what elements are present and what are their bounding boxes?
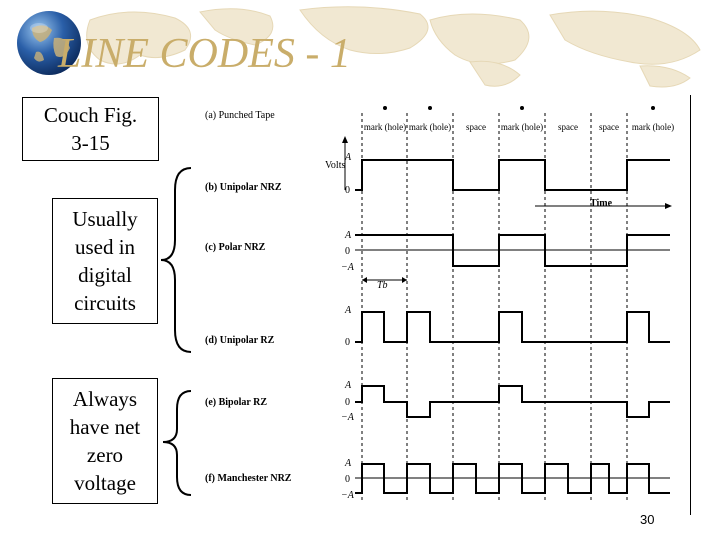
unipolar-nrz-waveform xyxy=(355,160,670,190)
brace-digital-icon xyxy=(155,160,195,360)
zero-line-2: have net xyxy=(69,415,141,439)
hole-marker-4 xyxy=(520,106,524,110)
e-level-a: A xyxy=(345,380,352,391)
b-level-a: A xyxy=(345,152,352,163)
f-level-a: A xyxy=(345,458,352,469)
brace-zero-icon xyxy=(155,385,195,500)
f-level-0: 0 xyxy=(345,474,350,485)
zero-line-4: voltage xyxy=(74,471,136,495)
row-label-d: (d) Unipolar RZ xyxy=(205,335,275,346)
zero-line-3: zero xyxy=(86,443,124,467)
zero-line-1: Always xyxy=(72,387,138,411)
time-arrow-icon xyxy=(665,203,672,209)
bit-label-6: space xyxy=(599,122,619,132)
row-label-f: (f) Manchester NRZ xyxy=(205,473,292,484)
slide-title: LINE CODES - 1 xyxy=(58,31,351,77)
digital-line-3: digital xyxy=(78,263,132,287)
d-level-0: 0 xyxy=(345,337,350,348)
e-level-neg-a: −A xyxy=(341,412,354,423)
d-level-a: A xyxy=(345,305,352,316)
bipolar-rz-waveform xyxy=(355,386,670,417)
digital-circuits-box xyxy=(52,198,158,324)
page-number: 30 xyxy=(640,512,655,527)
bit-label-2: mark (hole) xyxy=(408,122,452,132)
hole-marker-7 xyxy=(651,106,655,110)
line-code-diagram xyxy=(195,98,680,518)
bit-label-5: space xyxy=(558,122,578,132)
bit-labels xyxy=(364,106,674,132)
c-level-neg-a: −A xyxy=(341,262,354,273)
time-label: Time xyxy=(590,198,613,209)
c-level-a: A xyxy=(345,230,352,241)
digital-line-1: Usually xyxy=(72,207,138,231)
row-label-b: (b) Unipolar NRZ xyxy=(205,182,282,193)
zero-voltage-box xyxy=(52,378,158,504)
bit-label-1: mark (hole) xyxy=(363,122,407,132)
volts-label: Volts xyxy=(325,160,346,171)
reference-box xyxy=(22,97,159,161)
b-level-0: 0 xyxy=(345,185,350,196)
row-label-e: (e) Bipolar RZ xyxy=(205,397,268,408)
hole-marker-2 xyxy=(428,106,432,110)
unipolar-rz-waveform xyxy=(355,312,670,342)
hole-marker-1 xyxy=(383,106,387,110)
bit-boundaries xyxy=(362,113,627,503)
bit-label-4: mark (hole) xyxy=(500,122,544,132)
f-level-neg-a: −A xyxy=(341,490,354,501)
tb-label: Tb xyxy=(377,280,388,291)
volts-arrow-icon xyxy=(342,136,348,143)
row-label-a: (a) Punched Tape xyxy=(205,110,275,121)
reference-line-1: Couch Fig. xyxy=(43,103,138,127)
row-label-c: (c) Polar NRZ xyxy=(205,242,266,253)
c-level-0: 0 xyxy=(345,246,350,257)
reference-line-2: 3-15 xyxy=(71,131,110,155)
digital-line-2: used in xyxy=(74,235,136,259)
digital-line-4: circuits xyxy=(74,291,136,315)
bit-label-7: mark (hole) xyxy=(631,122,675,132)
e-level-0: 0 xyxy=(345,397,350,408)
bit-label-3: space xyxy=(466,122,486,132)
slide-frame-line xyxy=(690,95,691,515)
